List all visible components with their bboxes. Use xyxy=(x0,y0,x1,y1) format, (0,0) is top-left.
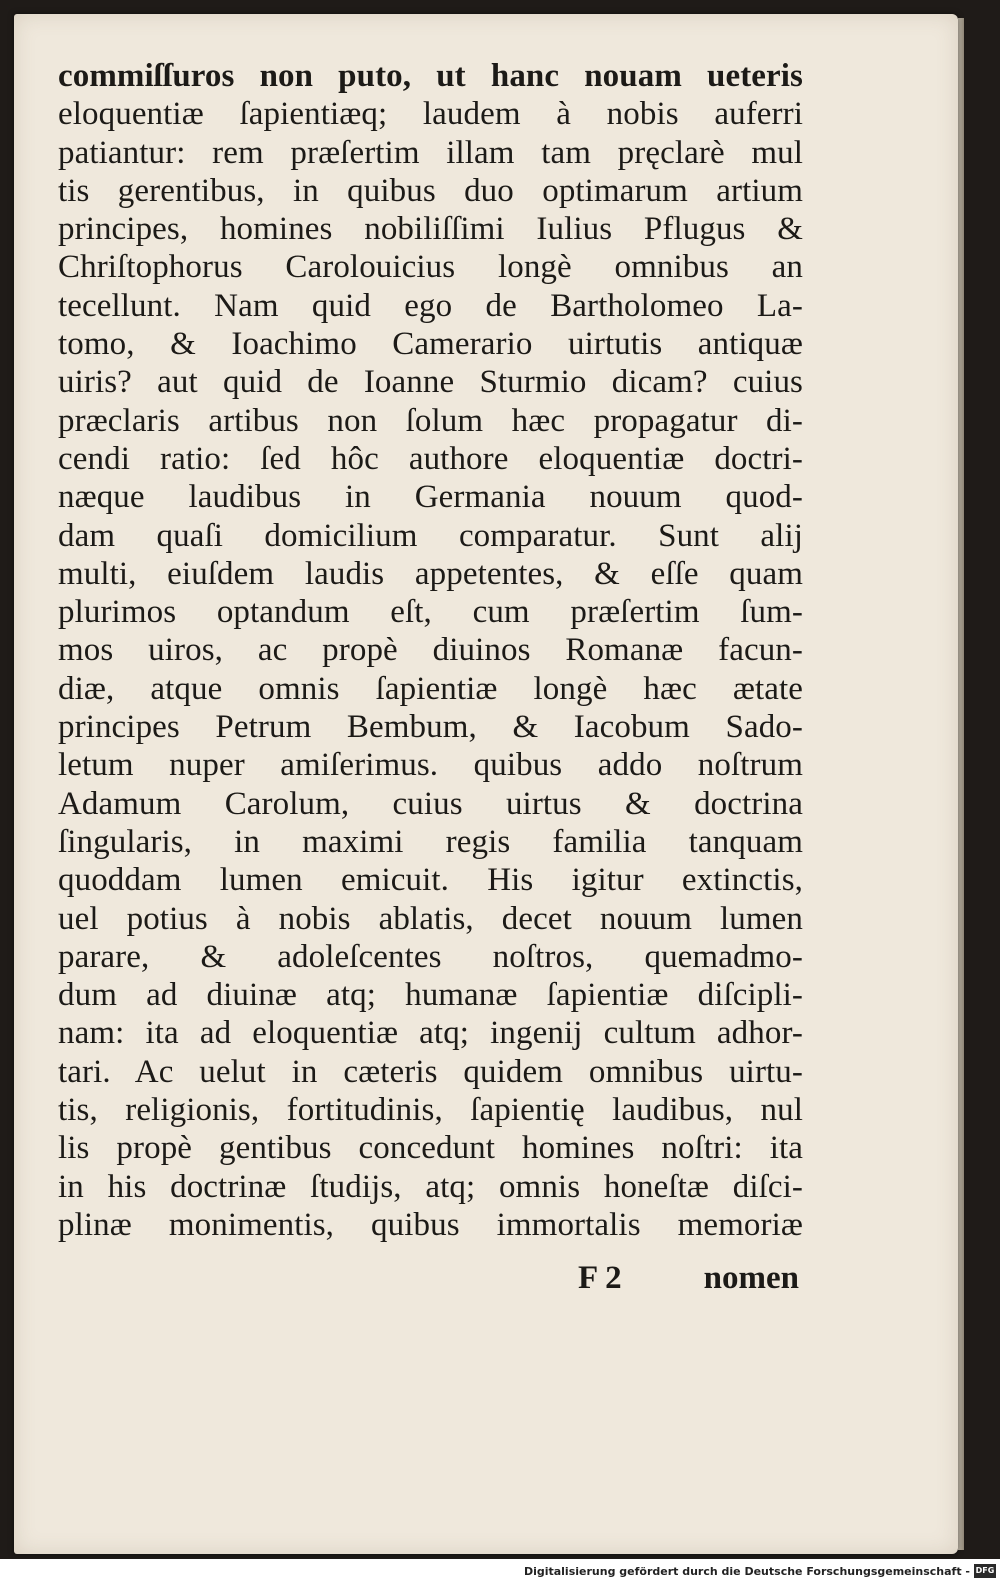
page-edge xyxy=(958,18,964,1550)
text-line: principes Petrum Bembum, & Iacobum Sado- xyxy=(58,709,803,746)
catchword: nomen xyxy=(703,1260,799,1296)
text-line: dam quaſi domicilium comparatur. Sunt alij xyxy=(58,517,803,554)
text-line: parare, & adoleſcentes noſtros, quemadmo- xyxy=(58,938,803,975)
text-line: nam: ita ad eloquentiæ atq; ingenij cultum adhor- xyxy=(58,1015,803,1052)
text-line: tecellunt. Nam quid ego de Bartholomeo La- xyxy=(58,287,803,324)
text-line: tari. Ac uelut in cæteris quidem omnibus uirtu- xyxy=(58,1053,803,1090)
text-line: lis propè gentibus concedunt homines noſtri: ita xyxy=(58,1130,803,1167)
dfg-logo-icon: DFG xyxy=(974,1564,996,1578)
text-line: tis gerentibus, in quibus duo optimarum artium xyxy=(58,172,803,209)
text-line: principes, homines nobiliſſimi Iulius Pflugus & xyxy=(58,211,803,248)
book-page xyxy=(14,14,958,1554)
text-line: Chriſtophorus Carolouicius longè omnibus an xyxy=(58,249,803,286)
text-line: tis, religionis, fortitudinis, ſapientię laudibus, nul xyxy=(58,1092,803,1129)
text-line: patiantur: rem præſertim illam tam pręclarè mul xyxy=(58,134,803,171)
text-line: quoddam lumen emicuit. His igitur extinctis, xyxy=(58,862,803,899)
text-block xyxy=(58,57,803,1244)
text-line: mos uiros, ac propè diuinos Romanæ facun- xyxy=(58,632,803,669)
text-line: uiris? aut quid de Ioanne Sturmio dicam? cuius xyxy=(58,364,803,401)
text-line: ſingularis, in maximi regis familia tanquam xyxy=(58,823,803,860)
text-line: præclaris artibus non ſolum hæc propagatur di- xyxy=(58,402,803,439)
text-line: diæ, atque omnis ſapientiæ longè hæc ætate xyxy=(58,670,803,707)
text-line: dum ad diuinæ atq; humanæ ſapientiæ diſcipli- xyxy=(58,977,803,1014)
text-line: uel potius à nobis ablatis, decet nouum lumen xyxy=(58,900,803,937)
text-line: plurimos optandum eſt, cum præſertim ſum- xyxy=(58,594,803,631)
page-footer xyxy=(58,1260,803,1300)
text-line: multi, eiuſdem laudis appetentes, & eſſe quam xyxy=(58,555,803,592)
digitization-credit: Digitalisierung gefördert durch die Deutsche Forschungsgemeinschaft - xyxy=(523,1565,970,1578)
text-line: letum nuper amiſerimus. quibus addo noſtrum xyxy=(58,747,803,784)
credit-bar xyxy=(0,1559,1000,1581)
text-line: cendi ratio: ſed hôc authore eloquentiæ doctri- xyxy=(58,440,803,477)
text-line: in his doctrinæ ſtudijs, atq; omnis honeſtæ diſci- xyxy=(58,1168,803,1205)
text-line: plinæ monimentis, quibus immortalis memoriæ xyxy=(58,1206,803,1243)
text-line: commiſſuros non puto, ut hanc nouam ueteris xyxy=(58,58,803,94)
text-line: Adamum Carolum, cuius uirtus & doctrina xyxy=(58,785,803,822)
signature-mark: F 2 xyxy=(578,1260,622,1296)
text-line: næque laudibus in Germania nouum quod- xyxy=(58,479,803,516)
text-line: eloquentiæ ſapientiæq; laudem à nobis auferri xyxy=(58,96,803,133)
text-line: tomo, & Ioachimo Camerario uirtutis antiquæ xyxy=(58,326,803,363)
